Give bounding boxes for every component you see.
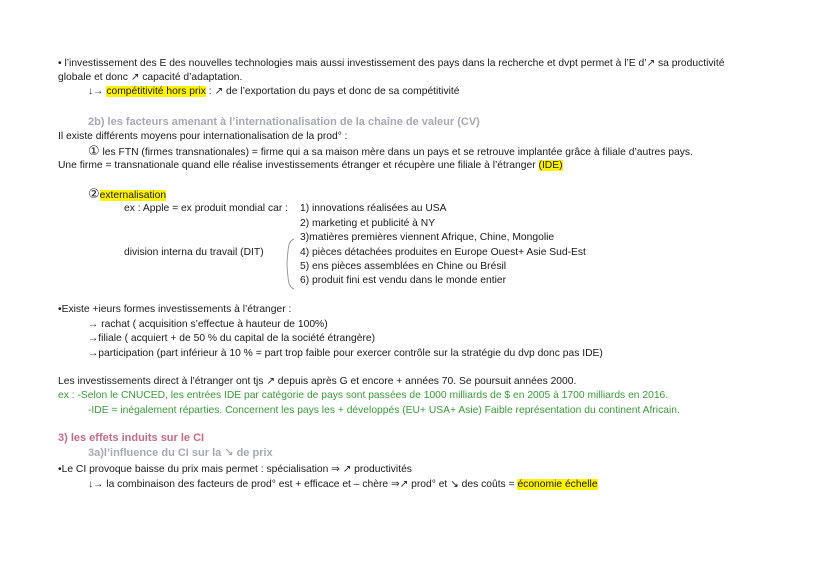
economy-scale-line xyxy=(88,478,598,491)
highlight-ide: (IDE) xyxy=(538,160,563,171)
productivity-paragraph-line1: • l’investissement des E des nouvelles technologies mais aussi investissement des pays dans la recherche et dvpt permet à l’E d’↗ sa productivité xyxy=(58,58,725,69)
circled-one-icon: ① xyxy=(88,143,100,158)
highlight-economie-echelle: économie échelle xyxy=(517,479,598,490)
externalisation-line xyxy=(88,187,166,202)
form-participation: →participation (part inférieur à 10 % = part trop faible pour exercer contrôle sur la stratégie du dvp donc pas IDE) xyxy=(88,348,603,359)
apple-item-6: 6) produit fini est vendu dans le monde entier xyxy=(300,275,507,286)
apple-item-5: 5) ens pièces assemblées en Chine ou Brésil xyxy=(300,261,507,272)
ftn-line xyxy=(88,144,693,159)
competitiveness-suffix: : ↗ de l’exportation du pays et donc de sa compétitivité xyxy=(205,86,460,97)
apple-item-3: 3)matières premières viennent Afrique, Chine, Mongolie xyxy=(300,232,555,243)
forms-intro: •Existe +ieurs formes investissements à l’étranger : xyxy=(58,304,292,315)
arrow-prefix: ↓→ xyxy=(88,86,107,97)
apple-item-1: 1) innovations réalisées au USA xyxy=(300,203,447,214)
heading-3: 3) les effets induits sur le CI xyxy=(58,432,205,444)
ide-growth: Les investissements direct à l’étranger ont tjs ↗ depuis après G et encore + années 70. Se poursuit années 2000. xyxy=(58,376,577,387)
productivity-paragraph-line2: globale et donc ↗ capacité d’adaptation. xyxy=(58,72,243,83)
cnuced-example: ex : -Selon le CNUCED, les entrées IDE par catégorie de pays sont passées de 1000 milliards de $ en 2005 à 1700 milliards en 2016. xyxy=(58,390,669,401)
heading-3a: 3a)l’influence du CI sur la ↘ de prix xyxy=(88,447,273,459)
form-rachat: → rachat ( acquisition s’effectue à hauteur de 100%) xyxy=(88,319,328,330)
ide-definition-text: Une firme = transnationale quand elle réalise investissements étranger et récupère une filiale à l’étranger xyxy=(58,160,539,171)
ide-definition xyxy=(58,159,563,172)
heading-2b: 2b) les facteurs amenant à l’internationalisation de la chaîne de valeur (CV) xyxy=(88,116,480,128)
economy-scale-text: ↓→ la combinaison des facteurs de prod° est + efficace et – chère ⇒↗ prod° et ↘ des coûts = xyxy=(88,479,518,490)
apple-item-4: 4) pièces détachées produites en Europe Ouest+ Asie Sud-Est xyxy=(300,247,586,258)
apple-example: ex : Apple = ex produit mondial car : xyxy=(124,203,288,214)
apple-item-2: 2) marketing et publicité à NY xyxy=(300,218,436,229)
highlight-externalisation: externalisation xyxy=(99,190,167,201)
competitiveness-line xyxy=(88,85,460,98)
circled-two-icon: ② xyxy=(88,186,100,201)
cv-intro: Il existe différents moyens pour internationalisation de la prod° : xyxy=(58,131,348,142)
ftn-text: les FTN (firmes transnationales) = firme qui a sa maison mère dans un pays et se retrouve implantée grâce à filiale d’autres pays. xyxy=(99,147,693,158)
highlight-competitivite-hors-prix: compétitivité hors prix xyxy=(106,86,206,97)
ide-inequality: -IDE = inégalement réparties. Concernent les pays les + développés (EU+ USA+ Asie) Faible représentation du continent Africain. xyxy=(88,405,680,416)
form-filiale: →filiale ( acquiert + de 50 % du capital de la société étrangère) xyxy=(88,333,376,344)
left-brace-icon xyxy=(282,238,296,290)
dit-label: division interna du travail (DIT) xyxy=(124,247,264,258)
ci-price-line: •Le CI provoque baisse du prix mais permet : spécialisation ⇒ ↗ productivités xyxy=(58,464,412,475)
